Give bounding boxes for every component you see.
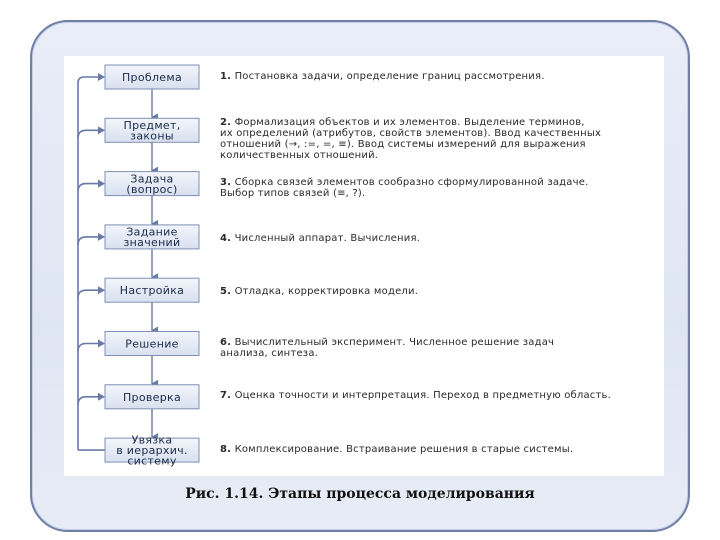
step-box [105, 332, 199, 356]
step-description [220, 117, 660, 161]
feedback-branch-arrow [78, 344, 104, 352]
step-text: Оценка точности и интерпретация. Переход в предметную область. [234, 390, 611, 401]
step-box-label: Задание [126, 225, 178, 239]
step-box-label: Увязка [131, 433, 173, 447]
step-description [220, 337, 660, 359]
step-number: 4. [220, 233, 232, 244]
figure-caption: Рис. 1.14. Этапы процесса моделирования [185, 486, 535, 502]
step-text: Постановка задачи, определение границ рассмотрения. [234, 71, 545, 82]
step-box-label: Предмет, [123, 119, 181, 133]
step-box [105, 385, 199, 409]
step-box-label: в иерархич. [116, 444, 188, 458]
step-text: Отладка, корректировка модели. [234, 286, 419, 297]
step-number: 5. [220, 286, 232, 297]
step-box-label: систему [127, 454, 177, 468]
step-number: 1. [220, 71, 232, 82]
step-number: 7. [220, 390, 232, 401]
step-box-label: Проблема [121, 71, 183, 84]
feedback-branch-arrow [78, 184, 104, 192]
step-box [105, 225, 199, 249]
step-number: 2. [220, 117, 232, 128]
step-description [220, 177, 660, 199]
step-box-label: Решение [125, 337, 179, 351]
step-box-label: законы [130, 129, 174, 143]
step-description [220, 286, 660, 297]
step-description [220, 233, 660, 244]
step-box-label: Настройка [119, 284, 185, 298]
step-text: Численный аппарат. Вычисления. [234, 233, 421, 244]
step-box [105, 434, 199, 468]
step-box [105, 118, 199, 142]
step-box [105, 278, 199, 302]
step-number: 8. [220, 444, 232, 455]
step-number: 3. [220, 177, 232, 188]
feedback-trunk [78, 77, 104, 450]
step-text: Сборка связей элементов сообразно сформулированной задаче. Выбор типов связей (≡, ?). [220, 177, 589, 199]
step-box-label: значений [123, 236, 181, 250]
feedback-branch-arrow [78, 290, 104, 298]
feedback-branch-arrow [78, 237, 104, 245]
step-text: Формализация объектов и их элементов. Выделение терминов, их определений (атрибутов, свойств элементов). Ввод качественных отношений (→, :=, =, ≡). Ввод системы измерений для выражения количественных отношений. [220, 117, 602, 161]
step-box [105, 172, 199, 196]
step-box-label: Задача [130, 172, 174, 186]
feedback-branch-arrow [78, 397, 104, 405]
step-text: Комплексирование. Встраивание решения в старые системы. [234, 444, 574, 455]
step-box-label: Проверка [122, 390, 182, 404]
step-description [220, 71, 660, 82]
step-description [220, 390, 660, 401]
step-number: 6. [220, 337, 232, 348]
step-box-label: (вопрос) [126, 182, 178, 196]
step-text: Вычислительный эксперимент. Численное решение задач анализа, синтеза. [220, 337, 555, 359]
feedback-branch-arrow [78, 130, 104, 138]
step-description [220, 444, 660, 455]
step-box [105, 65, 199, 89]
